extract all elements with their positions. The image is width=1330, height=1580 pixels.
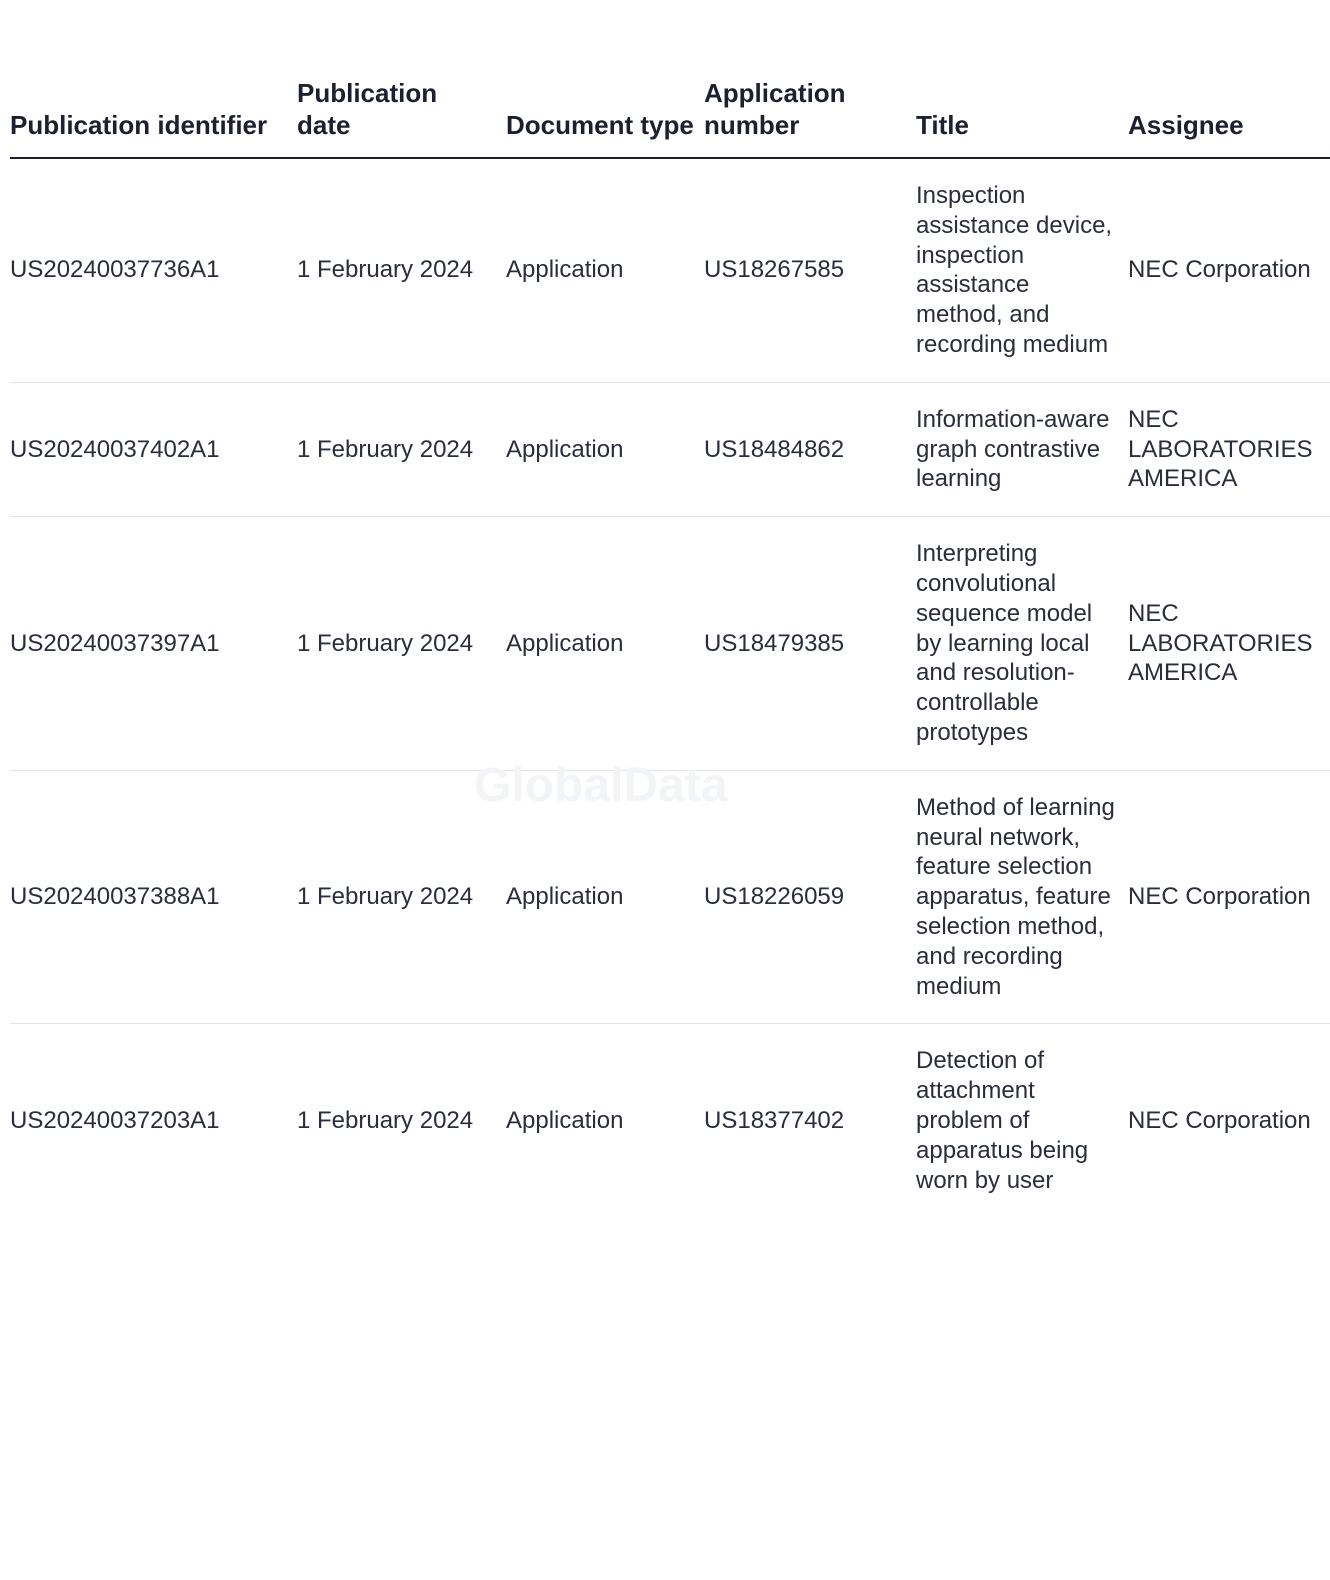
table-header-row	[10, 60, 1330, 158]
table-row	[10, 1024, 1330, 1217]
cell-publication-date: 1 February 2024	[297, 382, 506, 516]
header-title: Title	[916, 60, 1128, 158]
cell-publication-identifier: US20240037397A1	[10, 517, 297, 771]
cell-publication-identifier: US20240037736A1	[10, 158, 297, 382]
cell-publication-identifier: US20240037402A1	[10, 382, 297, 516]
cell-title: Method of learning neural network, feature selection apparatus, feature selection method, and recording medium	[916, 770, 1128, 1024]
cell-publication-date: 1 February 2024	[297, 1106, 474, 1134]
patent-table-container	[10, 60, 1313, 1217]
cell-application-number: US18226059	[704, 770, 916, 1024]
cell-document-type: Application	[506, 770, 704, 1024]
cell-publication-date: 1 February 2024	[297, 770, 506, 1024]
cell-application-number: US18377402	[704, 1106, 845, 1134]
cell-title: Detection of attachment problem of apparatus being worn by user	[916, 1047, 1089, 1194]
cell-publication-date: 1 February 2024	[297, 158, 506, 382]
patent-table	[10, 60, 1330, 1217]
header-assignee: Assignee	[1128, 60, 1330, 158]
cell-assignee: NEC LABORATORIES AMERICA	[1128, 382, 1330, 516]
cell-document-type: Application	[506, 158, 704, 382]
cell-document-type: Application	[506, 382, 704, 516]
cell-assignee: NEC Corporation	[1128, 1106, 1311, 1134]
table-row	[10, 382, 1330, 516]
table-row	[10, 770, 1330, 1024]
header-document-type: Document type	[506, 60, 704, 158]
cell-document-type: Application	[506, 1106, 624, 1134]
cell-assignee: NEC Corporation	[1128, 770, 1330, 1024]
header-application-number: Application number	[704, 60, 916, 158]
cell-assignee: NEC LABORATORIES AMERICA	[1128, 517, 1330, 771]
cell-application-number: US18484862	[704, 382, 916, 516]
header-publication-identifier: Publication identifier	[10, 60, 297, 158]
cell-title: Interpreting convolutional sequence model by learning local and resolution-controllable prototypes	[916, 517, 1128, 771]
cell-publication-date: 1 February 2024	[297, 517, 506, 771]
cell-document-type: Application	[506, 517, 704, 771]
cell-application-number: US18479385	[704, 517, 916, 771]
cell-application-number: US18267585	[704, 158, 916, 382]
watermark-logo: GlobalData	[474, 759, 728, 812]
table-row	[10, 158, 1330, 382]
cell-title: Information-aware graph contrastive learning	[916, 382, 1128, 516]
cell-title: Inspection assistance device, inspection assistance method, and recording medium	[916, 158, 1128, 382]
header-publication-date: Publication date	[297, 60, 506, 158]
cell-publication-identifier: US20240037388A1	[10, 770, 297, 1024]
cell-assignee: NEC Corporation	[1128, 158, 1330, 382]
cell-publication-identifier: US20240037203A1	[10, 1106, 220, 1134]
table-row	[10, 517, 1330, 771]
